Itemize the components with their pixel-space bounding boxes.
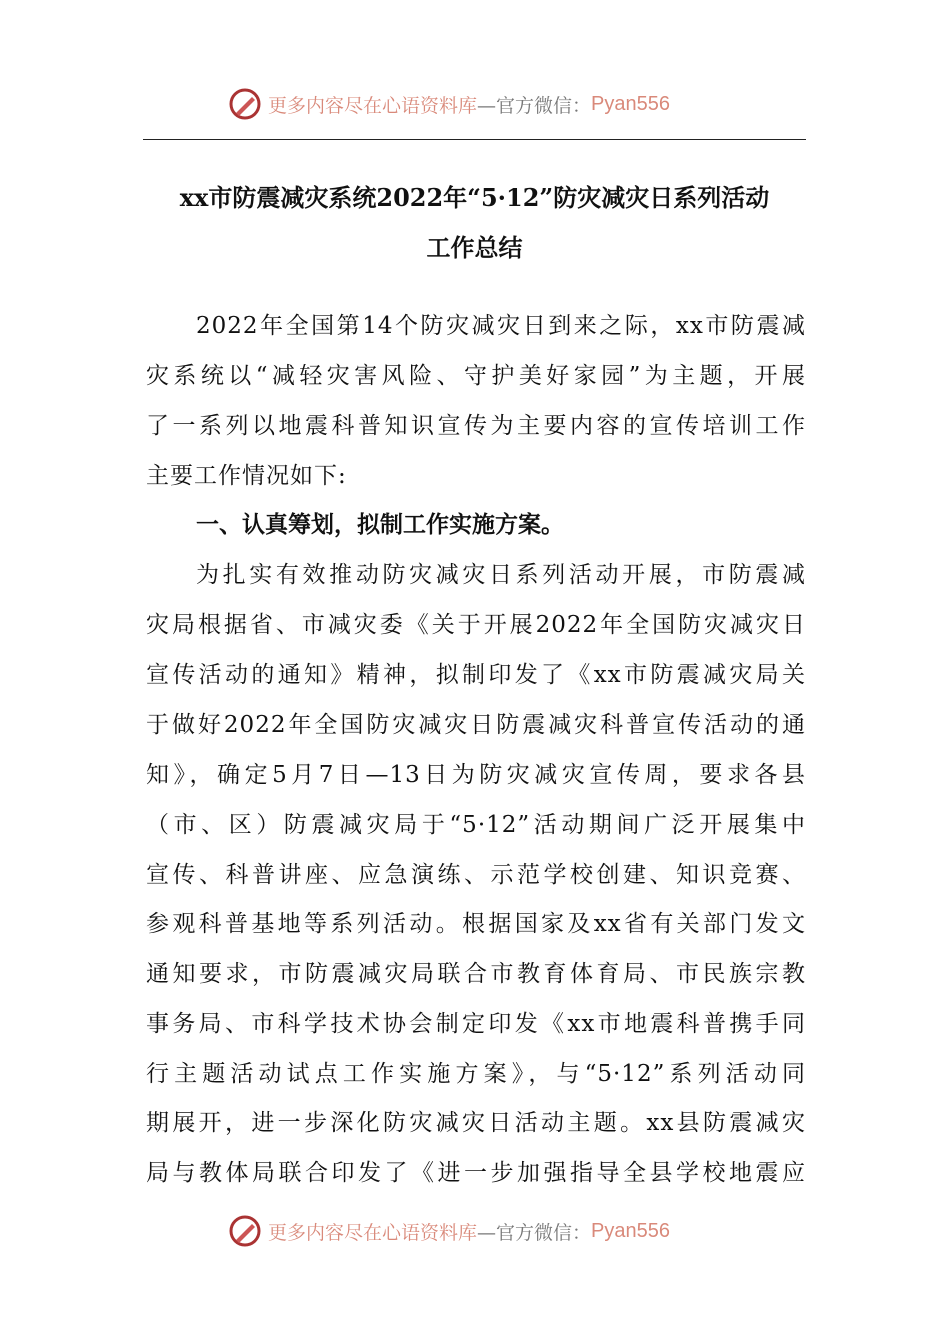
paragraph-line: 事务局、市科学技术协会制定印发《xx市地震科普携手同 bbox=[146, 1011, 806, 1037]
watermark-bottom bbox=[228, 1211, 670, 1251]
paragraph-line: 灾系统以“减轻灾害风险、守护美好家园”为主题，开展 bbox=[146, 363, 806, 389]
watermark-wechat: Pyan556 bbox=[591, 92, 670, 115]
paragraph-line: 为扎实有效推动防灾减灾日系列活动开展，市防震减 bbox=[196, 562, 806, 588]
watermark-text: 更多内容尽在心语资料库 bbox=[268, 94, 478, 117]
pen-logo-icon bbox=[228, 1214, 262, 1248]
paragraph-line: 灾局根据省、市减灾委《关于开展2022年全国防灾减灾日 bbox=[146, 612, 806, 638]
paragraph-line: 2022年全国第14个防灾减灾日到来之际，xx市防震减 bbox=[196, 313, 806, 339]
header-rule bbox=[143, 139, 806, 140]
watermark-label: —官方微信： bbox=[477, 94, 592, 117]
paragraph-line: （市、区）防震减灾局于“5·12”活动期间广泛开展集中 bbox=[146, 812, 806, 838]
paragraph-line: 宣传活动的通知》精神，拟制印发了《xx市防震减灾局关 bbox=[146, 662, 806, 688]
paragraph-line: 知》，确定5月7日—13日为防灾减灾宣传周，要求各县 bbox=[146, 762, 806, 788]
paragraph-line: 了一系列以地震科普知识宣传为主要内容的宣传培训工作 bbox=[146, 413, 806, 439]
watermark-label: —官方微信： bbox=[477, 1221, 592, 1244]
paragraph-line: 通知要求，市防震减灾局联合市教育体育局、市民族宗教 bbox=[146, 961, 806, 987]
paragraph-line: 宣传、科普讲座、应急演练、示范学校创建、知识竞赛、 bbox=[146, 862, 806, 888]
doc-title-line2: 工作总结 bbox=[426, 233, 523, 262]
watermark-wechat: Pyan556 bbox=[591, 1219, 670, 1242]
paragraph-line: 行主题活动试点工作实施方案》，与“5·12”系列活动同 bbox=[146, 1061, 806, 1087]
paragraph-line: 参观科普基地等系列活动。根据国家及xx省有关部门发文 bbox=[146, 911, 806, 937]
doc-title-line1: xx市防震减灾系统2022年“5·12”防灾减灾日系列活动 bbox=[179, 183, 770, 212]
pen-logo-icon bbox=[228, 87, 262, 121]
paragraph-line: 于做好2022年全国防灾减灾日防震减灾科普宣传活动的通 bbox=[146, 712, 806, 738]
watermark-text: 更多内容尽在心语资料库 bbox=[268, 1221, 478, 1244]
paragraph-line: 局与教体局联合印发了《进一步加强指导全县学校地震应 bbox=[146, 1160, 806, 1186]
section-heading: 一、认真筹划，拟制工作实施方案。 bbox=[196, 512, 564, 538]
paragraph-line: 期展开，进一步深化防灾减灾日活动主题。xx县防震减灾 bbox=[146, 1110, 806, 1136]
paragraph-line: 主要工作情况如下: bbox=[146, 463, 347, 489]
watermark-top bbox=[228, 84, 670, 124]
